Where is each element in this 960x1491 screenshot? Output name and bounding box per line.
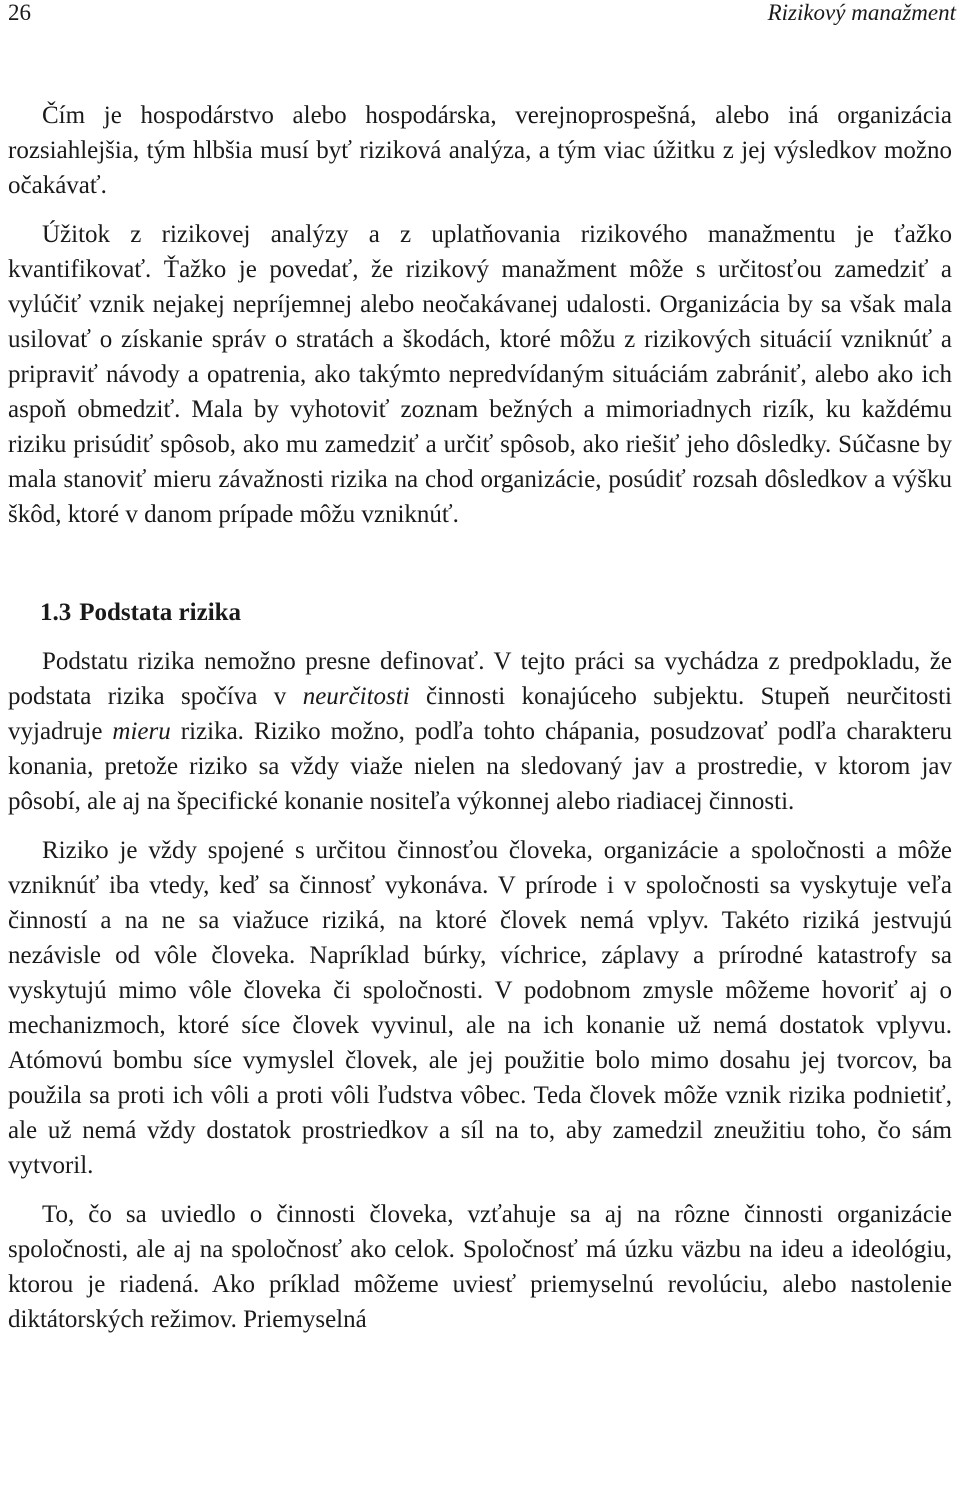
paragraph: To, čo sa uviedlo o činnosti človeka, vzťahuje sa aj na rôzne činnosti organizácie spoločnosti, ale aj na spoločnosť ako celok. Spoločnosť má úzku väzbu na ideu a ideológiu, ktorou je riadená. Ako príklad môžeme uviesť priemyselnú revolúciu, alebo nastolenie diktátorských režimov. Priemyselná [8,1201,952,1333]
section-title: Podstata rizika [79,599,242,626]
page-body [8,98,952,1337]
paragraph: Čím je hospodárstvo alebo hospodárska, verejnoprospešná, alebo iná organizácia rozsiahlejšia, tým hlbšia musí byť riziková analýza, a tým viac úžitku z jej výsledkov možno očakávať. [8,102,952,199]
running-title: Rizikový manažment [767,0,956,25]
page-header [0,0,960,30]
paragraph-text: Podstatu rizika nemožno presne definovať. V tejto práci sa vychádza z predpokladu, že podstata rizika spočíva v [8,648,952,710]
section-heading [40,595,952,630]
emphasis-term: neurčitosti [302,683,410,710]
section-number: 1.3 [40,599,72,626]
paragraph-text: činnosti konajúceho subjektu. Stupeň neurčitosti vyjadruje [8,683,952,745]
section-spacer [8,532,952,595]
paragraph [8,644,952,819]
paragraph-text: rizika. Riziko možno, podľa tohto chápania, posudzovať podľa charakteru konania, pretože riziko sa vždy viaže nielen na sledovaný jav a prostredie, v ktorom jav pôsobí, ale aj na špecifické konanie nositeľa výkonnej alebo riadiacej činnosti. [8,718,952,815]
paragraph: Riziko je vždy spojené s určitou činnosťou človeka, organizácie a spoločnosti a môže vzniknúť iba vtedy, keď sa činnosť vykonáva. V prírode i v spoločnosti sa vyskytuje veľa činností a na ne sa viažuce riziká, na ktoré človek nemá vplyv. Takéto riziká jestvujú nezávisle od vôle človeka. Napríklad búrky, víchrice, záplavy a prírodné katastrofy sa vyskytujú mimo vôle človeka či spoločnosti. V podobnom zmysle môžeme hovoriť aj o mechanizmoch, ktoré síce človek vyvinul, ale na ich konanie už nemá dostatok vplyvu. Atómovú bombu síce vymyslel človek, ale jej použitie bolo mimo dosahu jej tvorcov, ba použila sa proti ich vôli a proti vôli ľudstva vôbec. Teda človek môže vznik rizika podnietiť, ale už nemá vždy dostatok prostriedkov a síl na to, aby zamedzil zneužitiu toho, čo sám vytvoril. [8,837,952,1179]
paragraph: Úžitok z rizikovej analýzy a z uplatňovania rizikového manažmentu je ťažko kvantifikovať. Ťažko je povedať, že rizikový manažment môže s určitosťou zamedziť a vylúčiť vznik nejakej nepríjemnej alebo neočakávanej udalosti. Organizácia by sa však mala usilovať o získanie správ o stratách a škodách, ktoré môžu z rizikových situácií vzniknúť a pripraviť návody a opatrenia, ako takýmto nepredvídaným situáciám zabrániť, alebo ako ich aspoň obmedziť. Mala by vyhotoviť zoznam bežných a mimoriadnych rizík, ku každému riziku prisúdiť spôsob, ako mu zamedziť a určiť spôsob, ako riešiť jeho dôsledky. Súčasne by mala stanoviť mieru závažnosti rizika na chod organizácie, posúdiť rozsah dôsledkov a výšku škôd, ktoré v danom prípade môžu vzniknúť. [8,221,952,528]
emphasis-term: mieru [112,718,171,745]
page-number: 26 [8,0,31,25]
